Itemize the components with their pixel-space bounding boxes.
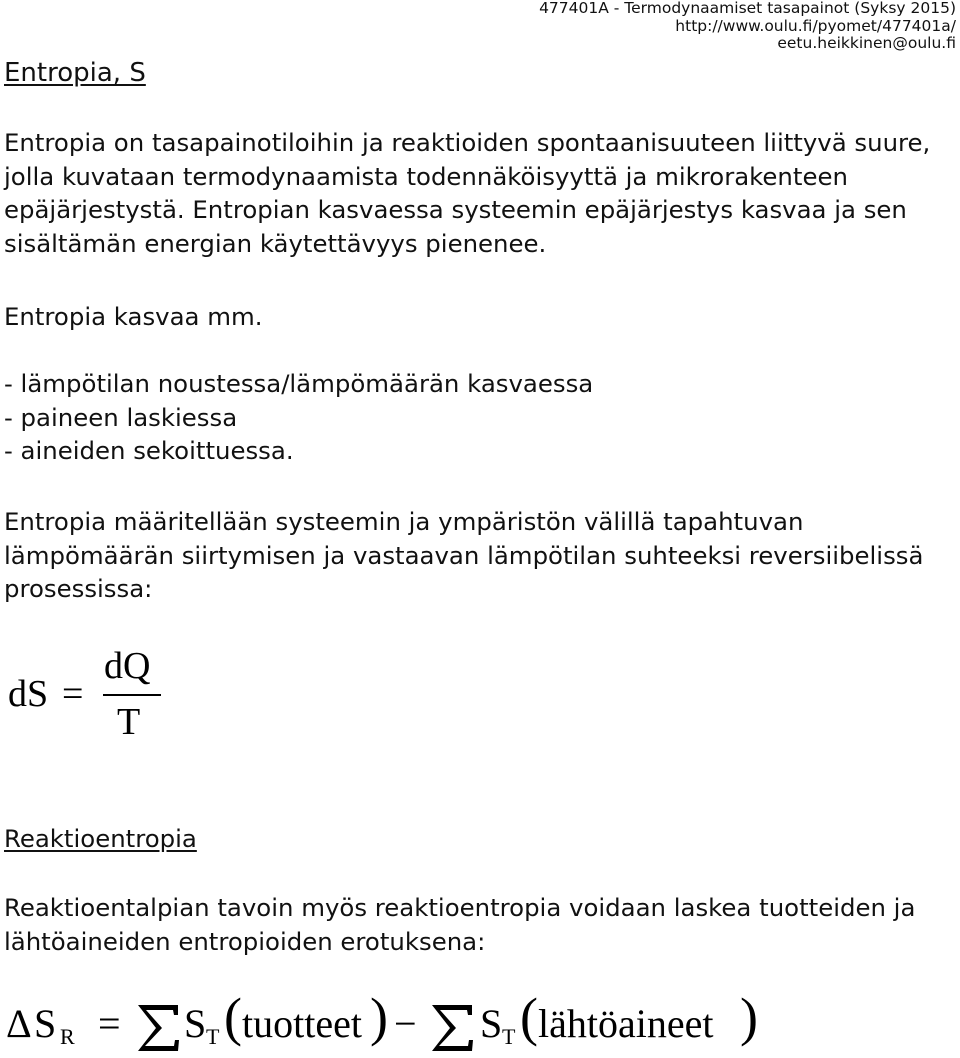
- formula-open-paren: (: [520, 987, 538, 1047]
- formula-minus: −: [394, 1001, 417, 1046]
- author-email[interactable]: eetu.heikkinen@oulu.fi: [777, 34, 956, 52]
- list-item: - lämpötilan noustessa/lämpömäärän kasvaessa: [4, 369, 594, 398]
- formula-term2-s: S: [480, 1001, 503, 1046]
- formula-arg-reactants: lähtöaineet: [538, 1001, 714, 1046]
- formula-delta: Δ: [6, 1001, 32, 1046]
- intro-line: sisältämän energian käytettävyys pienenee.: [4, 228, 547, 258]
- formula-term1-sub: T: [206, 1024, 220, 1049]
- formula-lhs: dS: [8, 673, 49, 715]
- page-title: Entropia, S: [4, 58, 146, 88]
- formula-numerator: dQ: [104, 645, 151, 687]
- page-header: [539, 0, 956, 53]
- reaction-paragraph: [4, 891, 915, 958]
- summation-icon: [430, 1003, 474, 1053]
- increase-list: [4, 367, 593, 468]
- formula-term2-sub: T: [502, 1024, 516, 1049]
- formula-equals: =: [62, 673, 84, 715]
- course-url[interactable]: http://www.oulu.fi/pyomet/477401a/: [675, 16, 956, 35]
- formula-denominator: T: [117, 701, 141, 743]
- definition-line: lämpömäärän siirtymisen ja vastaavan lämpötilan suhteeksi reversiibelissä: [4, 540, 924, 570]
- summation-icon: [136, 1003, 180, 1053]
- reaction-entropy-heading: Reaktioentropia: [4, 824, 197, 853]
- intro-line: Entropia on tasapainotiloihin ja reaktioiden spontaanisuuteen liittyvä suure,: [4, 128, 931, 157]
- intro-line: epäjärjestystä. Entropian kasvaessa systeemin epäjärjestys kasvaa ja sen: [4, 195, 907, 224]
- formula-s: S: [34, 1001, 57, 1046]
- reaction-line: lähtöaineiden entropioiden erotuksena:: [4, 926, 486, 956]
- formula-sub-r: R: [60, 1024, 75, 1049]
- formula-close-paren: ): [370, 987, 388, 1047]
- course-title: 477401A - Termodynaamiset tasapainot (Syksy 2015): [539, 0, 956, 17]
- increase-heading: Entropia kasvaa mm.: [4, 302, 263, 331]
- formula-equals: =: [98, 1001, 121, 1046]
- formula-close-paren: ): [740, 987, 758, 1047]
- formula-term1-s: S: [184, 1001, 207, 1046]
- fraction-bar: [103, 694, 161, 696]
- reaction-line: Reaktioentalpian tavoin myös reaktioentropia voidaan laskea tuotteiden ja: [4, 893, 916, 922]
- formula-open-paren: (: [224, 987, 242, 1047]
- list-item: - paineen laskiessa: [4, 402, 238, 432]
- formula-arg-products: tuotteet: [242, 1001, 362, 1046]
- intro-line: jolla kuvataan termodynaamista todennäköisyyttä ja mikrorakenteen: [4, 161, 848, 191]
- list-item: - aineiden sekoittuessa.: [4, 436, 294, 465]
- intro-paragraph: [4, 126, 930, 260]
- definition-paragraph: [4, 505, 923, 606]
- definition-line: Entropia määritellään systeemin ja ympäristön välillä tapahtuvan: [4, 507, 804, 536]
- definition-line: prosessissa:: [4, 574, 153, 603]
